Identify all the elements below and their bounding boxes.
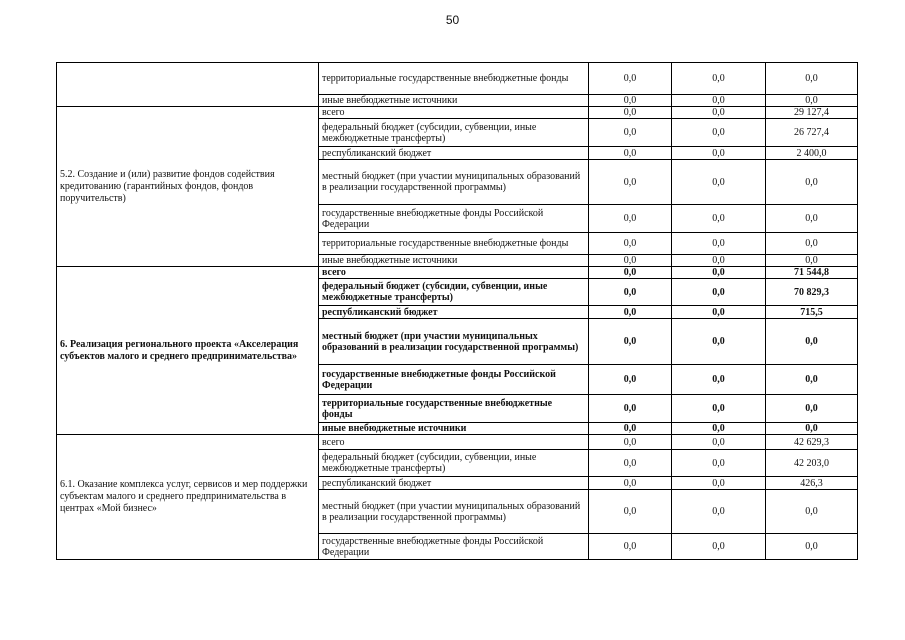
amount-cell-1: 0,0 <box>589 147 672 160</box>
amount-cell-2: 0,0 <box>672 119 766 147</box>
amount-cell-1: 0,0 <box>589 490 672 534</box>
amount-cell-1: 0,0 <box>589 306 672 319</box>
funding-source-cell: территориальные государственные внебюджетные фонды <box>319 63 589 95</box>
amount-cell-2: 0,0 <box>672 107 766 119</box>
funding-source-cell: местный бюджет (при участии муниципальных образований в реализации государственной программы) <box>319 490 589 534</box>
funding-source-cell: всего <box>319 435 589 450</box>
amount-cell-3: 0,0 <box>766 534 858 560</box>
page-number: 50 <box>445 13 460 27</box>
funding-source-cell: иные внебюджетные источники <box>319 255 589 267</box>
funding-source-cell: местный бюджет (при участии муниципальных образований в реализации государственной программы) <box>319 160 589 205</box>
amount-cell-2: 0,0 <box>672 255 766 267</box>
amount-cell-2: 0,0 <box>672 477 766 490</box>
funding-source-cell: государственные внебюджетные фонды Российской Федерации <box>319 205 589 233</box>
amount-cell-2: 0,0 <box>672 365 766 395</box>
amount-cell-2: 0,0 <box>672 63 766 95</box>
budget-table <box>56 62 858 560</box>
amount-cell-2: 0,0 <box>672 395 766 423</box>
funding-source-cell: территориальные государственные внебюджетные фонды <box>319 395 589 423</box>
amount-cell-3: 426,3 <box>766 477 858 490</box>
amount-cell-1: 0,0 <box>589 435 672 450</box>
amount-cell-1: 0,0 <box>589 534 672 560</box>
amount-cell-1: 0,0 <box>589 395 672 423</box>
amount-cell-1: 0,0 <box>589 95 672 107</box>
amount-cell-2: 0,0 <box>672 319 766 365</box>
amount-cell-2: 0,0 <box>672 450 766 477</box>
amount-cell-1: 0,0 <box>589 160 672 205</box>
amount-cell-3: 0,0 <box>766 63 858 95</box>
table-row <box>57 107 858 119</box>
amount-cell-3: 71 544,8 <box>766 267 858 279</box>
amount-cell-1: 0,0 <box>589 450 672 477</box>
amount-cell-3: 29 127,4 <box>766 107 858 119</box>
funding-source-cell: республиканский бюджет <box>319 306 589 319</box>
amount-cell-2: 0,0 <box>672 233 766 255</box>
funding-source-cell: территориальные государственные внебюджетные фонды <box>319 233 589 255</box>
amount-cell-3: 0,0 <box>766 95 858 107</box>
funding-source-cell: федеральный бюджет (субсидии, субвенции, иные межбюджетные трансферты) <box>319 119 589 147</box>
table-row <box>57 435 858 450</box>
measure-title-cell: 5.2. Создание и (или) развитие фондов содействия кредитованию (гарантийных фондов, фондов поручительств) <box>57 107 319 267</box>
amount-cell-2: 0,0 <box>672 423 766 435</box>
funding-source-cell: всего <box>319 267 589 279</box>
amount-cell-2: 0,0 <box>672 279 766 306</box>
amount-cell-2: 0,0 <box>672 160 766 205</box>
funding-source-cell: иные внебюджетные источники <box>319 95 589 107</box>
amount-cell-3: 0,0 <box>766 233 858 255</box>
funding-source-cell: республиканский бюджет <box>319 477 589 490</box>
amount-cell-1: 0,0 <box>589 233 672 255</box>
amount-cell-1: 0,0 <box>589 279 672 306</box>
funding-source-cell: местный бюджет (при участии муниципальных образований в реализации государственной программы) <box>319 319 589 365</box>
amount-cell-3: 26 727,4 <box>766 119 858 147</box>
table-body <box>57 63 858 560</box>
amount-cell-1: 0,0 <box>589 423 672 435</box>
amount-cell-2: 0,0 <box>672 534 766 560</box>
amount-cell-3: 0,0 <box>766 490 858 534</box>
amount-cell-2: 0,0 <box>672 490 766 534</box>
amount-cell-1: 0,0 <box>589 63 672 95</box>
amount-cell-3: 0,0 <box>766 423 858 435</box>
funding-source-cell: всего <box>319 107 589 119</box>
amount-cell-2: 0,0 <box>672 147 766 160</box>
funding-source-cell: республиканский бюджет <box>319 147 589 160</box>
funding-source-cell: государственные внебюджетные фонды Российской Федерации <box>319 365 589 395</box>
measure-title-cell: 6. Реализация регионального проекта «Акселерация субъектов малого и среднего предпринимательства» <box>57 267 319 435</box>
amount-cell-3: 715,5 <box>766 306 858 319</box>
amount-cell-1: 0,0 <box>589 119 672 147</box>
amount-cell-3: 0,0 <box>766 205 858 233</box>
amount-cell-1: 0,0 <box>589 255 672 267</box>
funding-source-cell: федеральный бюджет (субсидии, субвенции, иные межбюджетные трансферты) <box>319 450 589 477</box>
amount-cell-2: 0,0 <box>672 267 766 279</box>
amount-cell-3: 0,0 <box>766 160 858 205</box>
amount-cell-3: 0,0 <box>766 395 858 423</box>
amount-cell-3: 42 203,0 <box>766 450 858 477</box>
funding-source-cell: федеральный бюджет (субсидии, субвенции, иные межбюджетные трансферты) <box>319 279 589 306</box>
amount-cell-1: 0,0 <box>589 267 672 279</box>
amount-cell-1: 0,0 <box>589 205 672 233</box>
amount-cell-2: 0,0 <box>672 95 766 107</box>
amount-cell-1: 0,0 <box>589 107 672 119</box>
measure-title-cell <box>57 63 319 107</box>
amount-cell-2: 0,0 <box>672 435 766 450</box>
amount-cell-3: 70 829,3 <box>766 279 858 306</box>
amount-cell-3: 2 400,0 <box>766 147 858 160</box>
amount-cell-1: 0,0 <box>589 477 672 490</box>
amount-cell-2: 0,0 <box>672 205 766 233</box>
amount-cell-1: 0,0 <box>589 365 672 395</box>
funding-source-cell: иные внебюджетные источники <box>319 423 589 435</box>
amount-cell-3: 0,0 <box>766 365 858 395</box>
amount-cell-3: 0,0 <box>766 319 858 365</box>
table-row <box>57 267 858 279</box>
amount-cell-3: 42 629,3 <box>766 435 858 450</box>
amount-cell-3: 0,0 <box>766 255 858 267</box>
amount-cell-2: 0,0 <box>672 306 766 319</box>
amount-cell-1: 0,0 <box>589 319 672 365</box>
table-row <box>57 63 858 95</box>
measure-title-cell: 6.1. Оказание комплекса услуг, сервисов и мер поддержки субъектам малого и среднего предпринимательства в центрах «Мой бизнес» <box>57 435 319 560</box>
funding-source-cell: государственные внебюджетные фонды Российской Федерации <box>319 534 589 560</box>
